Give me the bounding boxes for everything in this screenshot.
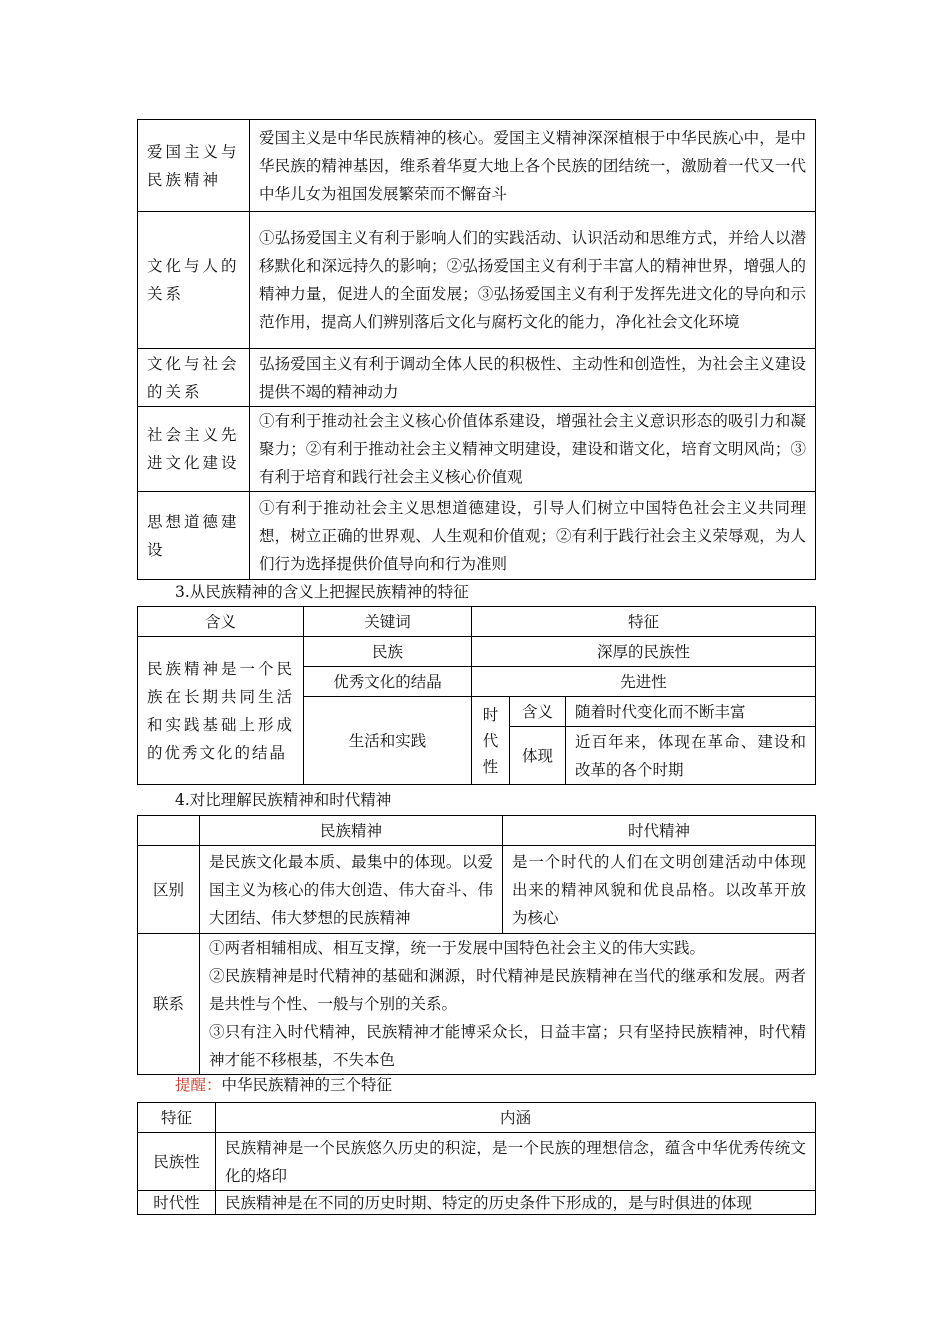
keyword-cell: 生活和实践 <box>304 697 472 785</box>
sub-label: 含义 <box>510 697 566 727</box>
table-row <box>138 1133 816 1191</box>
tip-label: 提醒： <box>175 1076 222 1094</box>
feature-cell: 民族性 <box>138 1133 216 1191</box>
row-label: 社会主义先进文化建设 <box>138 407 250 492</box>
content-cell: 民族精神是一个民族悠久历史的积淀，是一个民族的理想信念，蕴含中华优秀传统文化的烙印 <box>216 1133 816 1191</box>
header-feature: 特征 <box>138 1103 216 1133</box>
row-content: ①有利于推动社会主义思想道德建设，引导人们树立中国特色社会主义共同理想，树立正确的世界观、人生观和价值观；②有利于践行社会主义荣辱观，为人们行为选择提供价值导向和行为准则 <box>250 492 816 580</box>
row-content: 爱国主义是中华民族精神的核心。爱国主义精神深深植根于中华民族心中，是中华民族的精神基因，维系着华夏大地上各个民族的团结统一，激励着一代又一代中华儿女为祖国发展繁荣而不懈奋斗 <box>250 120 816 212</box>
table-row <box>138 349 816 407</box>
table-row <box>138 1191 816 1215</box>
list-item: ②民族精神是时代精神的基础和渊源，时代精神是民族精神在当代的继承和发展。两者是共性与个性、一般与个别的关系。 <box>209 967 806 1013</box>
section4-heading: 4.对比理解民族精神和时代精神 <box>175 791 392 809</box>
table-header-row <box>138 816 816 846</box>
table-row <box>138 637 816 667</box>
table-row <box>138 492 816 580</box>
content-cell: 民族精神是在不同的历史时期、特定的历史条件下形成的，是与时俱进的体现 <box>216 1191 816 1215</box>
tip-heading <box>175 1075 392 1095</box>
header-national: 民族精神 <box>200 816 503 846</box>
table-header-row <box>138 1103 816 1133</box>
diff-era: 是一个时代的人们在文明创建活动中体现出来的精神风貌和优良品格。以改革开放为核心 <box>503 846 816 934</box>
header-keyword: 关键词 <box>304 607 472 637</box>
link-label: 联系 <box>138 934 200 1075</box>
row-label: 爱国主义与民族精神 <box>138 120 250 212</box>
feature-cell: 先进性 <box>472 667 816 697</box>
row-label: 文化与社会的关系 <box>138 349 250 407</box>
sub-text: 随着时代变化而不断丰富 <box>566 697 816 727</box>
feature-cell: 时代性 <box>138 1191 216 1215</box>
list-item: ③只有注入时代精神，民族精神才能博采众长，日益丰富；只有坚持民族精神，时代精神才能不移根基，不失本色 <box>209 1023 806 1069</box>
feature-era-cell: 时代性 <box>472 697 510 785</box>
header-content: 内涵 <box>216 1103 816 1133</box>
table-row <box>138 934 816 1075</box>
sub-label: 体现 <box>510 727 566 785</box>
header-era: 时代精神 <box>503 816 816 846</box>
table-row <box>138 212 816 349</box>
tip-text: 中华民族精神的三个特征 <box>221 1076 393 1094</box>
diff-label: 区别 <box>138 846 200 934</box>
header-empty <box>138 816 200 846</box>
table-header-row <box>138 607 816 637</box>
row-content: 弘扬爱国主义有利于调动全体人民的积极性、主动性和创造性，为社会主义建设提供不竭的精神动力 <box>250 349 816 407</box>
table-row <box>138 407 816 492</box>
link-content <box>200 934 816 1075</box>
header-meaning: 含义 <box>138 607 304 637</box>
list-item: ①两者相辅相成、相互支撑，统一于发展中国特色社会主义的伟大实践。 <box>209 939 706 957</box>
patriotism-role-table <box>137 119 816 580</box>
header-feature: 特征 <box>472 607 816 637</box>
three-features-table <box>137 1102 816 1215</box>
table-row <box>138 846 816 934</box>
diff-national: 是民族文化最本质、最集中的体现。以爱国主义为核心的伟大创造、伟大奋斗、伟大团结、伟大梦想的民族精神 <box>200 846 503 934</box>
row-content: ①弘扬爱国主义有利于影响人们的实践活动、认识活动和思维方式，并给人以潜移默化和深远持久的影响；②弘扬爱国主义有利于丰富人的精神世界，增强人的精神力量，促进人的全面发展；③弘扬爱国主义有利于发挥先进文化的导向和示范作用，提高人们辨别落后文化与腐朽文化的能力，净化社会文化环境 <box>250 212 816 349</box>
table-row <box>138 120 816 212</box>
section3-heading: 3.从民族精神的含义上把握民族精神的特征 <box>175 583 469 601</box>
row-label: 思想道德建设 <box>138 492 250 580</box>
meaning-cell: 民族精神是一个民族在长期共同生活和实践基础上形成的优秀文化的结晶 <box>138 637 304 785</box>
keyword-cell: 优秀文化的结晶 <box>304 667 472 697</box>
row-label: 文化与人的关系 <box>138 212 250 349</box>
row-content: ①有利于推动社会主义核心价值体系建设，增强社会主义意识形态的吸引力和凝聚力；②有利于推动社会主义精神文明建设，建设和谐文化，培育文明风尚；③有利于培育和践行社会主义核心价值观 <box>250 407 816 492</box>
national-spirit-features-table <box>137 606 816 785</box>
spirit-comparison-table <box>137 815 816 1075</box>
keyword-cell: 民族 <box>304 637 472 667</box>
feature-cell: 深厚的民族性 <box>472 637 816 667</box>
sub-text: 近百年来，体现在革命、建设和改革的各个时期 <box>566 727 816 785</box>
